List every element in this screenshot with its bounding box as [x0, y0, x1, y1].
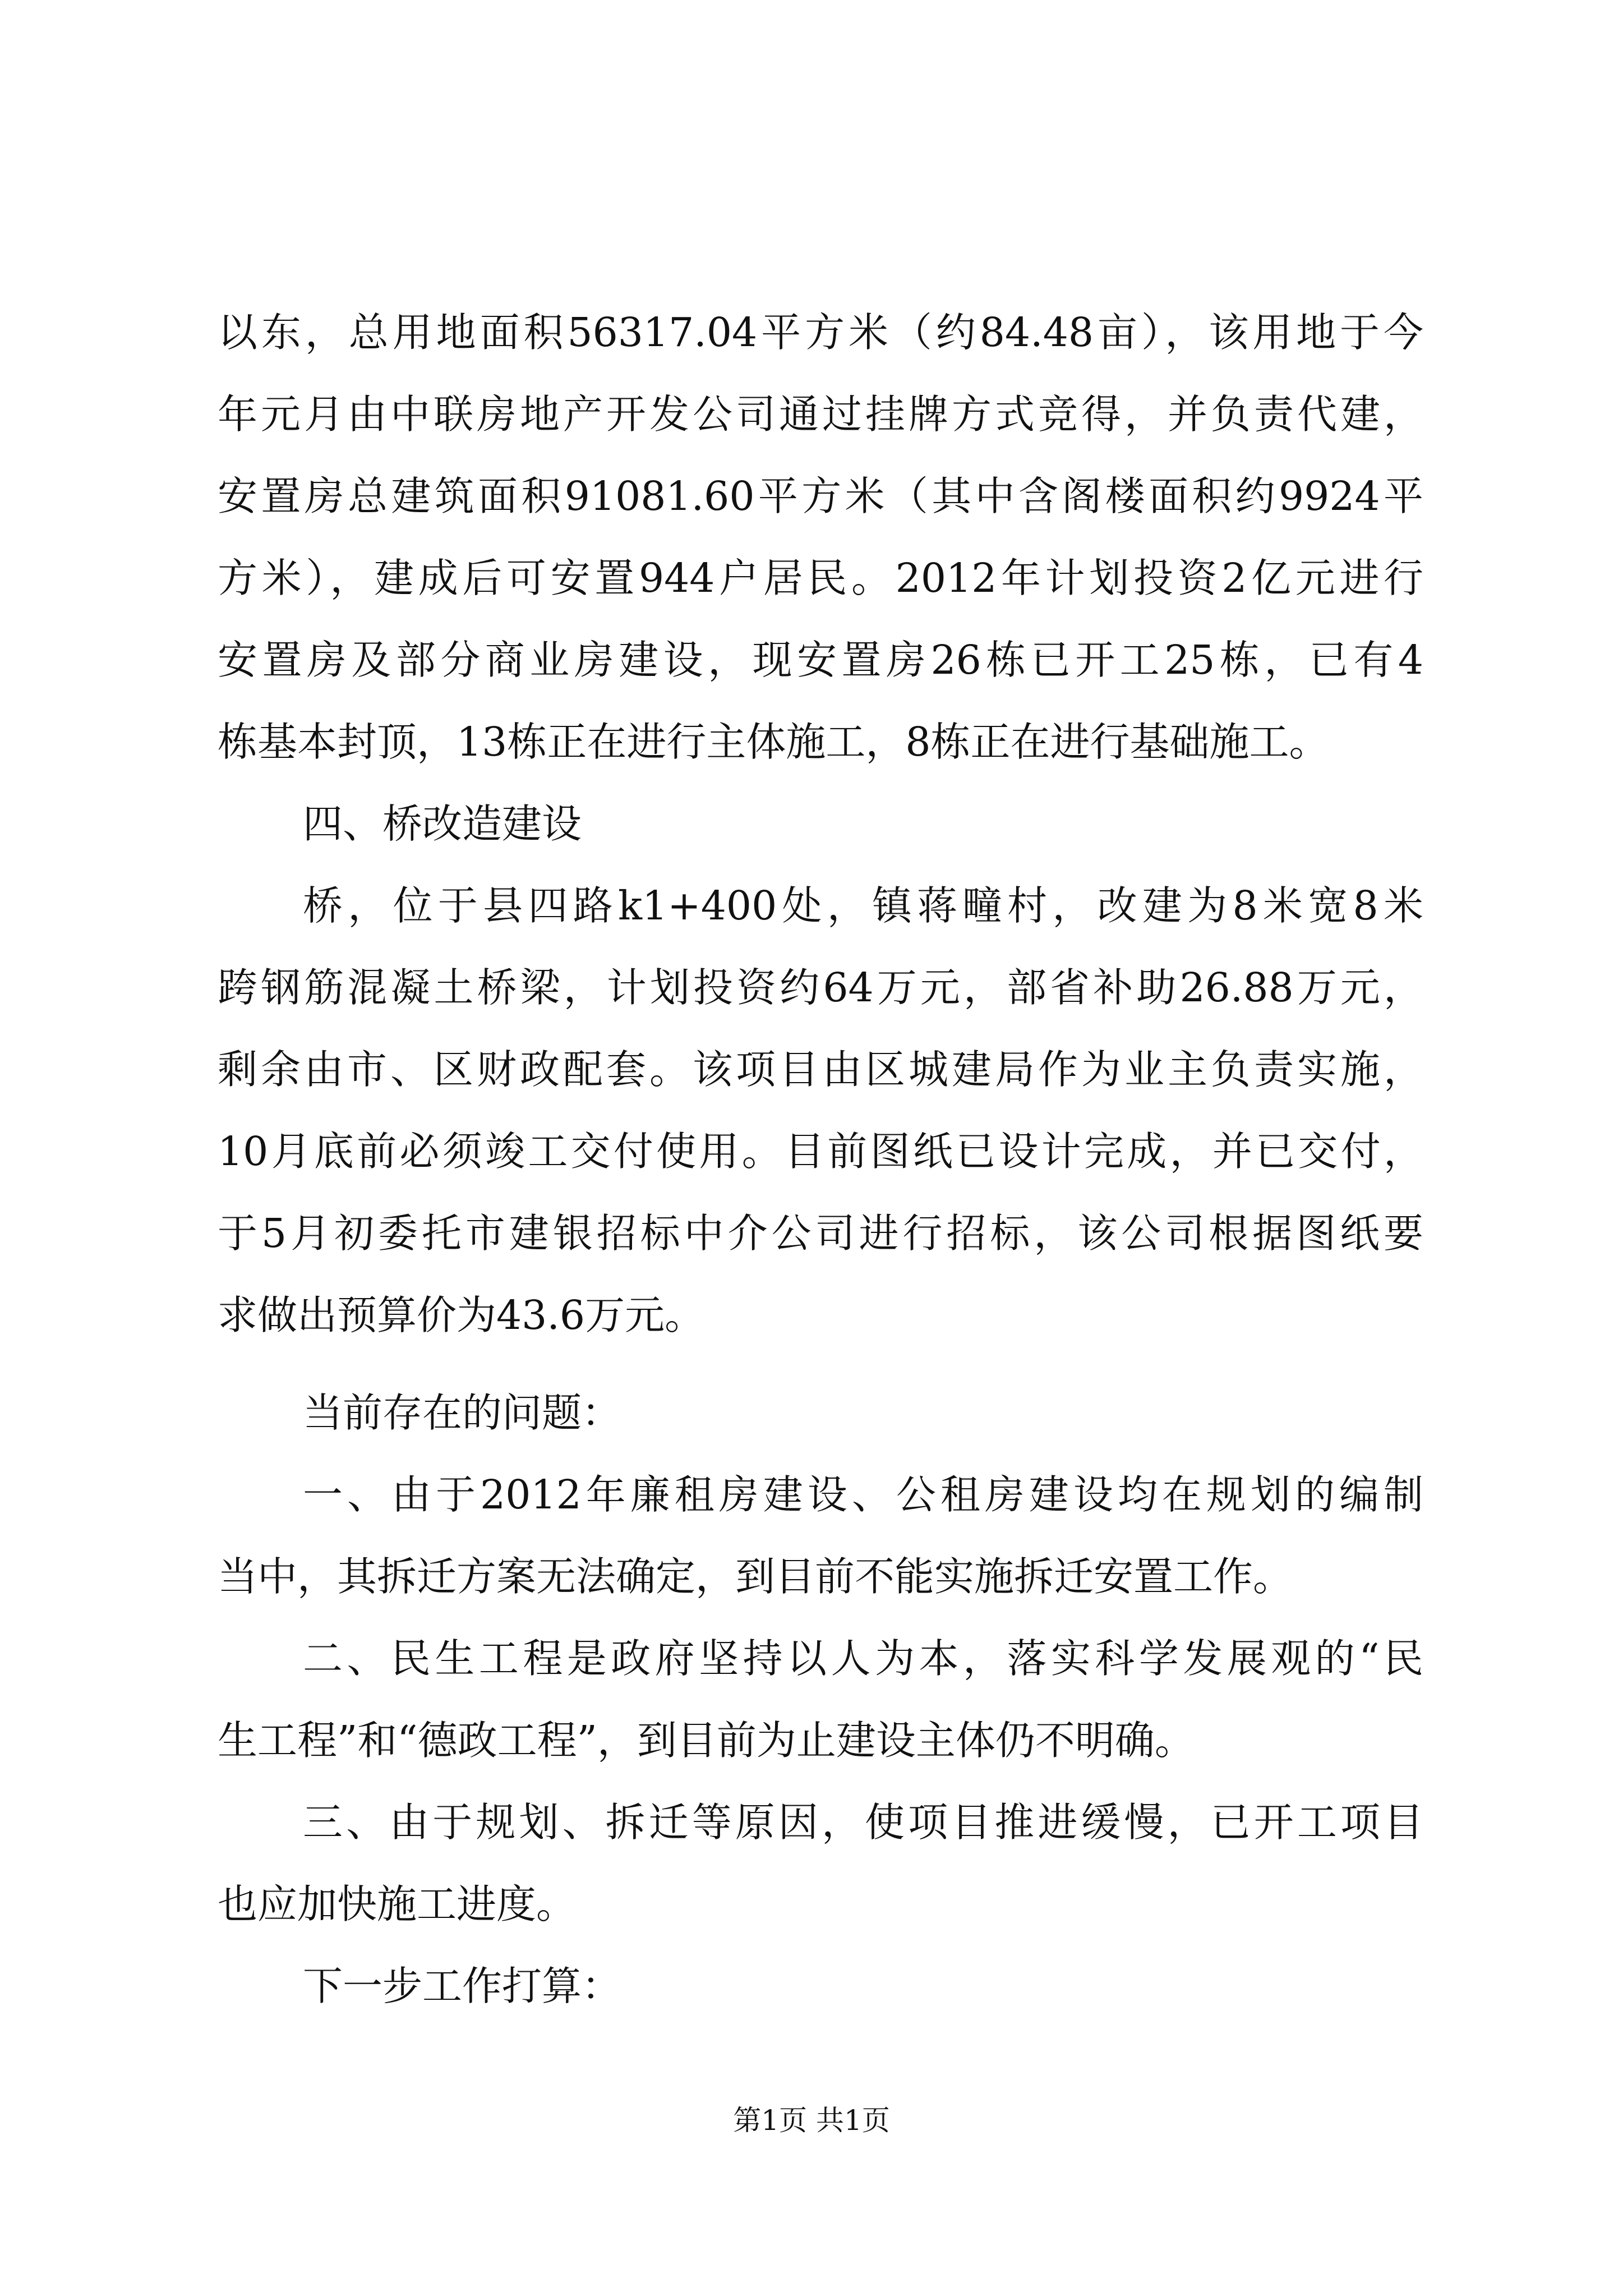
- paragraph-line: 当中，其拆迁方案无法确定，到目前不能实施拆迁安置工作。: [218, 1553, 1293, 1600]
- paragraph-line: 三、由于规划、拆迁等原因，使项目推进缓慢，已开工项目: [303, 1799, 1423, 1846]
- paragraph-line: 安置房及部分商业房建设，现安置房26栋已开工25栋，已有4: [218, 637, 1423, 683]
- paragraph-line: 求做出预算价为43.6万元。: [218, 1292, 705, 1338]
- paragraph-line: 以东，总用地面积56317.04平方米（约84.48亩），该用地于今: [218, 309, 1423, 356]
- paragraph-line: 年元月由中联房地产开发公司通过挂牌方式竞得，并负责代建，: [218, 391, 1423, 438]
- paragraph-line: 二、民生工程是政府坚持以人为本，落实科学发展观的“民: [303, 1635, 1423, 1682]
- paragraph-line: 安置房总建筑面积91081.60平方米（其中含阁楼面积约9924平: [218, 473, 1423, 519]
- paragraph-line: 于5月初委托市建银招标中介公司进行招标，该公司根据图纸要: [218, 1210, 1423, 1257]
- paragraph-line: 也应加快施工进度。: [218, 1881, 577, 1927]
- document-body: [218, 292, 1423, 2027]
- section-heading: 当前存在的问题：: [303, 1389, 622, 1436]
- section-heading: 四、桥改造建设: [303, 800, 582, 847]
- paragraph-line: 桥，位于县四路k1+400处，镇蒋疃村，改建为8米宽8米: [303, 882, 1423, 929]
- paragraph-line: 生工程”和“德政工程”，到目前为止建设主体仍不明确。: [218, 1717, 1195, 1764]
- paragraph-line: 方米），建成后可安置944户居民。2012年计划投资2亿元进行: [218, 555, 1423, 601]
- paragraph-line: 剩余由市、区财政配套。该项目由区城建局作为业主负责实施，: [218, 1046, 1423, 1093]
- paragraph-line: 一、由于2012年廉租房建设、公租房建设均在规划的编制: [303, 1471, 1423, 1518]
- page-footer: 第1页 共1页: [733, 2104, 890, 2137]
- paragraph-line: 10月底前必须竣工交付使用。目前图纸已设计完成，并已交付，: [218, 1128, 1423, 1175]
- paragraph-line: 栋基本封顶，13栋正在进行主体施工，8栋正在进行基础施工。: [218, 719, 1329, 765]
- section-heading: 下一步工作打算：: [303, 1963, 622, 2009]
- paragraph-line: 跨钢筋混凝土桥梁，计划投资约64万元，部省补助26.88万元，: [218, 964, 1423, 1011]
